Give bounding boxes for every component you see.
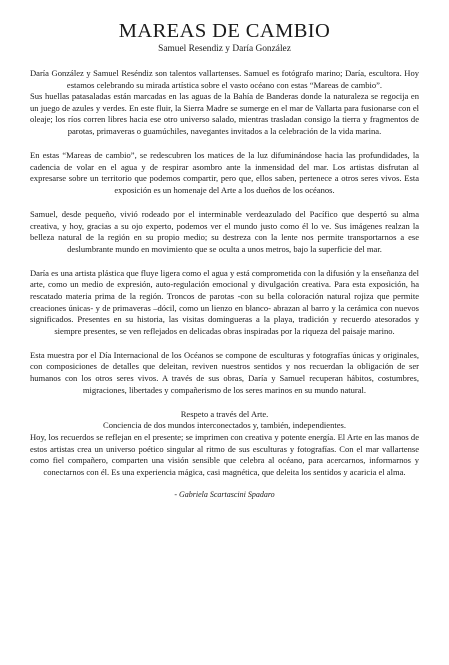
author-signature: - Gabriela Scartascini Spadaro xyxy=(174,490,275,500)
paragraph-samuel: Samuel, desde pequeño, vivió rodeado por el interminable verdeazulado del Pacífico que despertó su alma creativa, y hoy, gracias a su ojo experto, podemos ver el mundo justo como él lo ve. Sus imágenes realzan la belleza natural de la región en su propio medio; su destreza con la lente nos permite transportarnos a ese deslumbrante mundo en movimiento que se oculta a unos metros, bajo la superficie del mar. xyxy=(30,208,419,254)
closing-paragraph: Hoy, los recuerdos se reflejan en el presente; se imprimen con creativa y potente energía. El Arte en las manos de estos artistas crea un universo poético singular al ritmo de sus esculturas y fotografías. Con el mar vallartense como fiel compañero, comparten una visión sensible que celebra al océano, para acercarnos, informarnos y conectarnos con él. Es una experiencia mágica, casi magnética, que deleita los sentidos y acaricia el alma. xyxy=(30,431,419,477)
paragraph-daria: Daría es una artista plástica que fluye ligera como el agua y está comprometida con la difusión y la enseñanza del arte, como un medio de expresión, auto-regulación emocional y divulgación creativa. Para esta exposición, ha rescatado materia prima de la región. Troncos de parotas -con su bella coloración natural rojiza que permite creaciones únicas- y de primaveras –dócil, como un lienzo en blanco- abrazan al barro y la cerámica con nuevos significados. Presentes en su historia, las visitas domingueras a la playa, tradición y recuerdo atesorados y siempre presentes, se ven reflejados en delicadas obras inspiradas por la riqueza del paisaje marino. xyxy=(30,267,419,336)
document-body xyxy=(30,68,419,478)
paragraph-exhibition: Esta muestra por el Día Internacional de los Océanos se compone de esculturas y fotografías únicas y originales, con composiciones de detalles que deleitan, reviven nuestros sentidos y nos recuerdan la obligación de ser humanos con los otros seres vivos. A través de sus obras, Daría y Samuel recuperan hábitos, costumbres, migraciones, libertades y compañerismo de los seres marinos en su mundo natural. xyxy=(30,349,419,395)
document-title: MAREAS DE CAMBIO xyxy=(118,20,331,42)
closing-intro: Respeto a través del Arte. Conciencia de dos mundos interconectados y, también, independientes. xyxy=(103,408,346,431)
paragraph-mareas: En estas “Mareas de cambio”, se redescubren los matices de la luz difuminándose hacia las profundidades, la cadencia de volar en el agua y de respirar asombro ante la inmensidad del mar. Los artistas disfrutan al expresarse sobre un territorio que podemos compartir, pero que, ellos saben, pertenece a otros seres vivos. Esta exposición es un homenaje del Arte a los dueños de los océanos. xyxy=(30,150,419,195)
paragraph-intro: Daría González y Samuel Reséndiz son talentos vallartenses. Samuel es fotógrafo marino; Daría, escultora. Hoy estamos celebrando su mirada artística sobre el vasto océano con estas “Mareas de cambio”. Sus huellas patasaladas están marcadas en las aguas de la Bahía de Banderas donde la naturaleza se regocija en un juego de azules y verdes. En este fluir, la Sierra Madre se sumerge en el mar de Vallarta para fusionarse con el oleaje; los ríos corren libres hacia ese otro universo salado, mientras trasladan consigo la tierra y fragmentos de parotas, primaveras o guamúchiles, navegantes invitados a la celebración de la vida marina. xyxy=(30,68,419,136)
document-subtitle: Samuel Resendiz y Daría González xyxy=(158,44,291,54)
